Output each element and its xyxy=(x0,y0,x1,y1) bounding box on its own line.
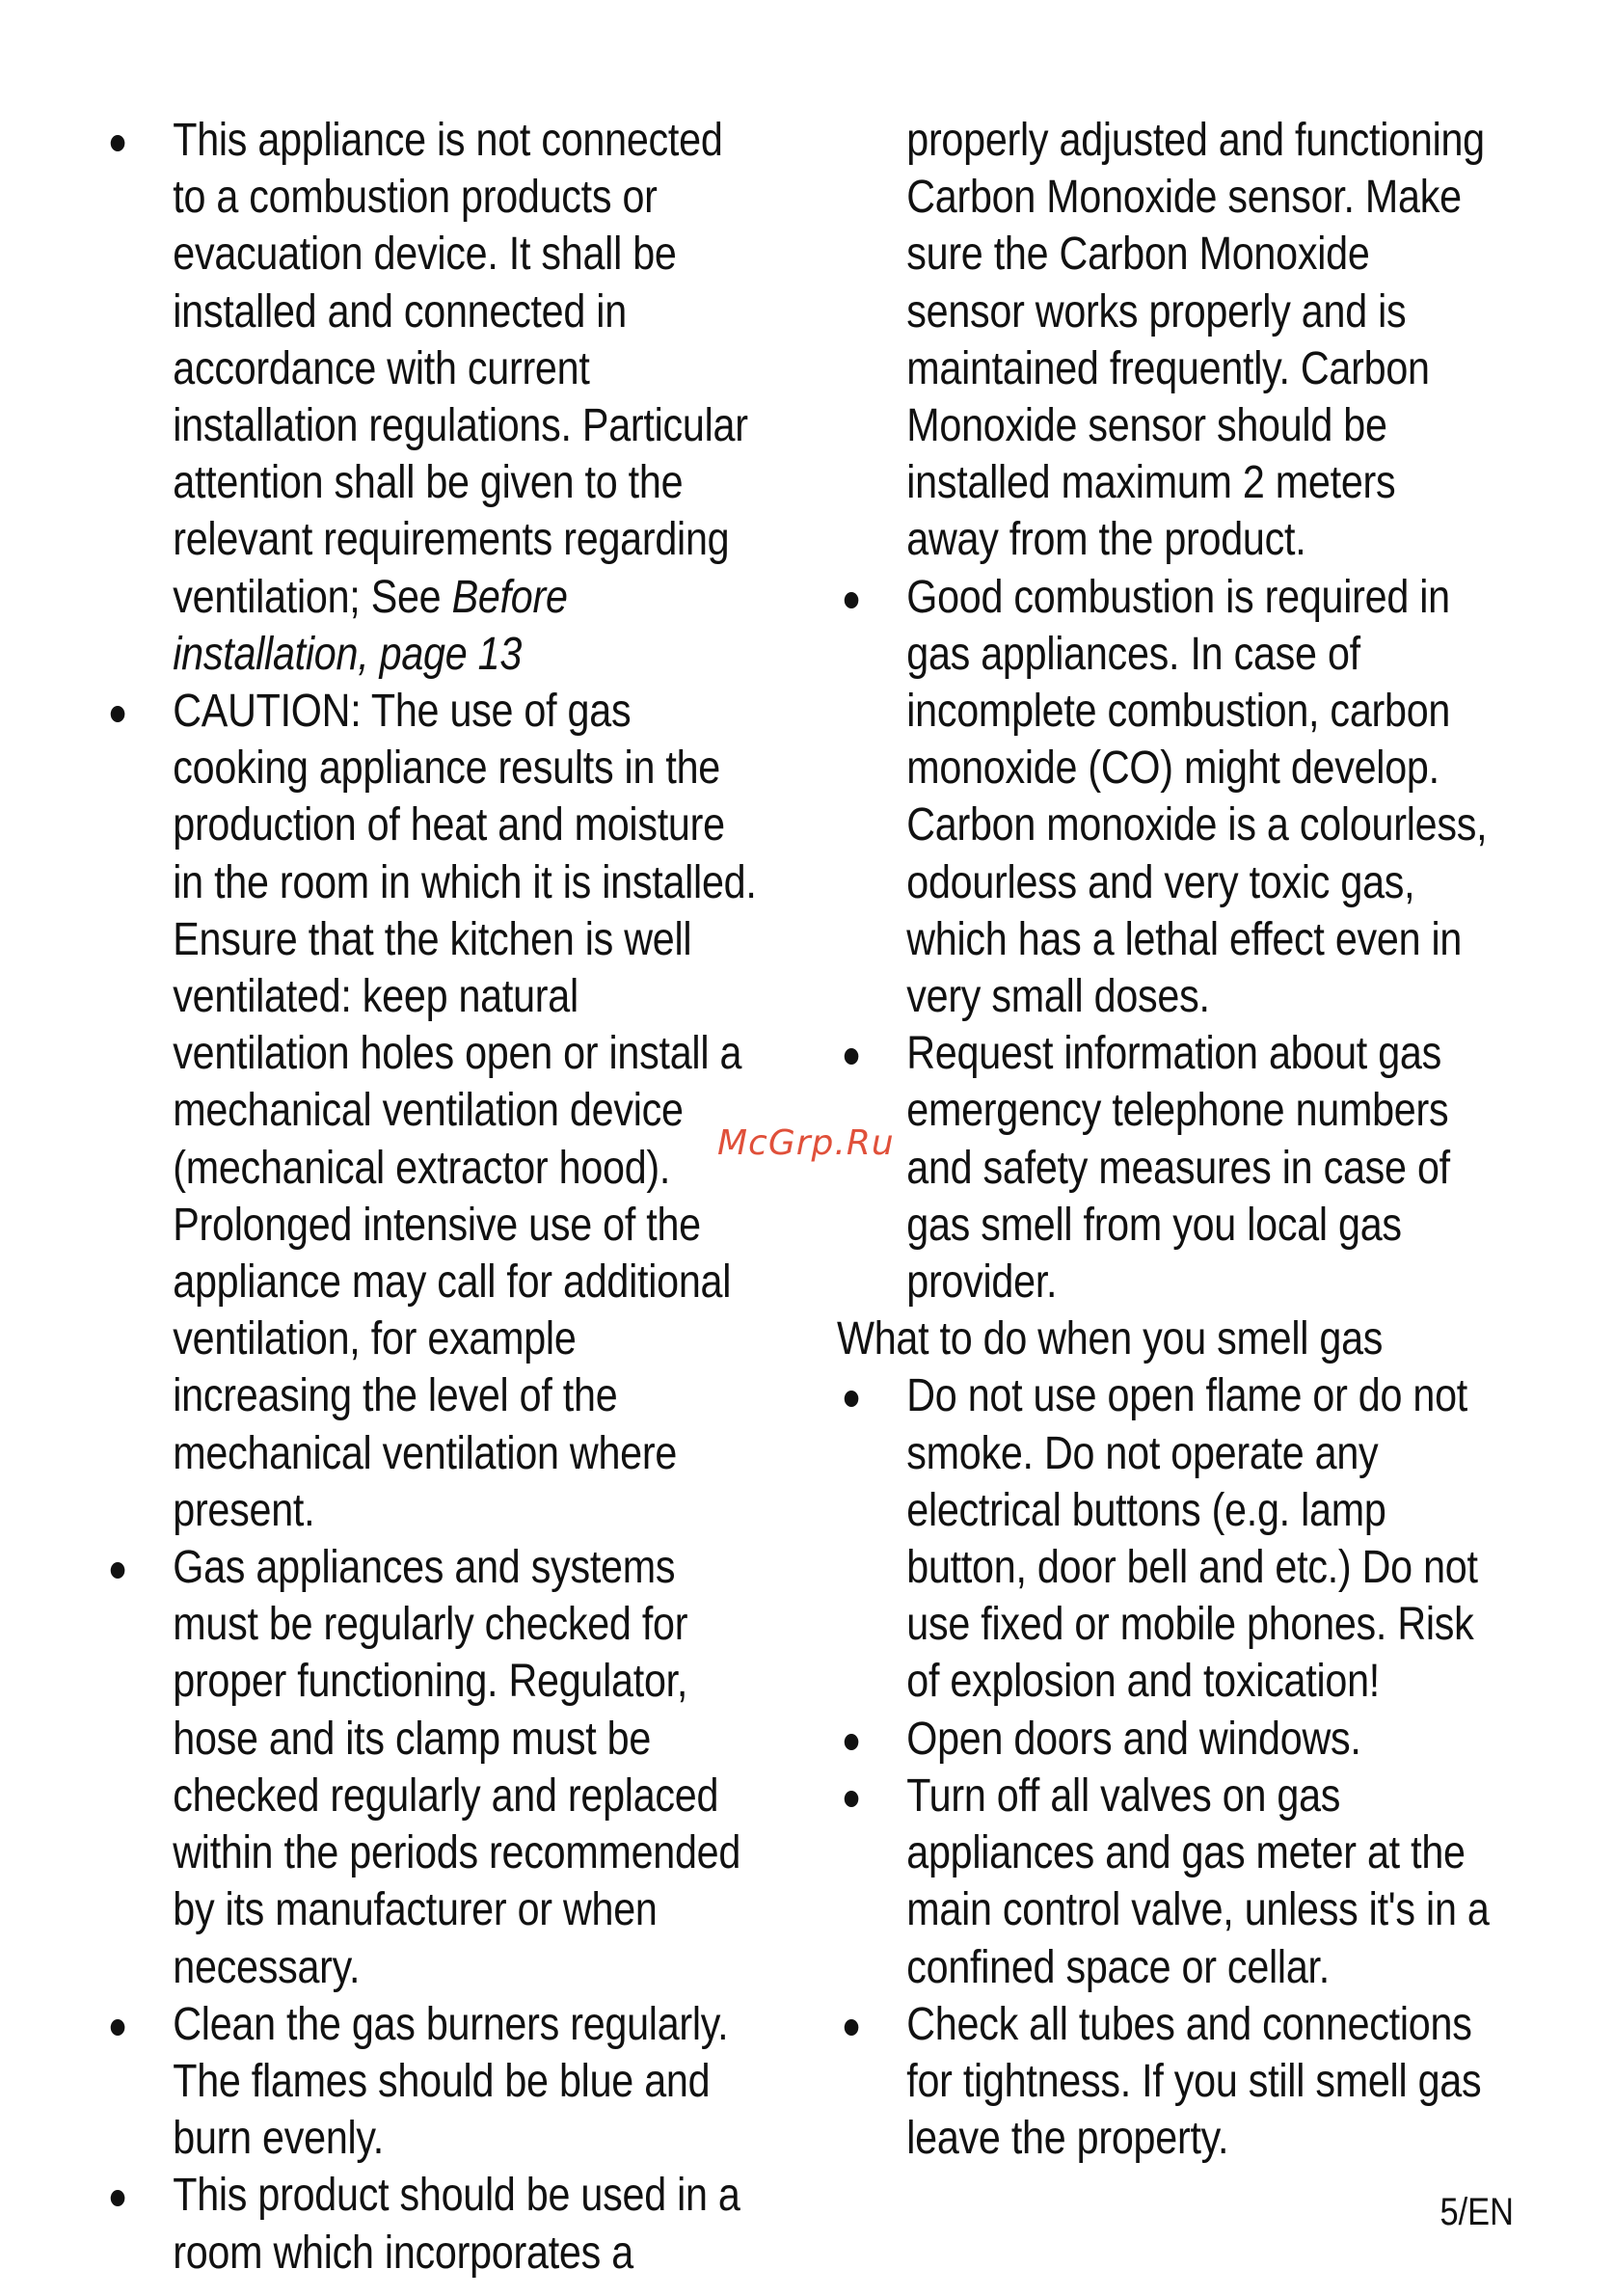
list-item xyxy=(837,1768,1492,1996)
list-item-text: Request information about gas emergency telephone numbers and safety measures in case of gas smell from you local gas provider. xyxy=(906,1028,1450,1309)
page-number: 5/EN xyxy=(1439,2191,1514,2233)
list-item xyxy=(837,1025,1492,1310)
list-item xyxy=(837,1367,1492,1710)
list-item xyxy=(837,1711,1492,1768)
list-item-text: This product should be used in a room which incorporates a xyxy=(173,2170,740,2279)
list-item-text: Good combustion is required in gas appliances. In case of incomplete combustion, carbon monoxide (CO) might develop. Carbon monoxide is a colourless, odourless and very toxic gas, which has a lethal effect even in very small doses. xyxy=(906,571,1488,1023)
list-item xyxy=(837,1996,1492,2168)
list-item-text: Turn off all valves on gas appliances and gas meter at the main control valve, unless it's in a confined space or cellar. xyxy=(906,1769,1490,1993)
list-item-text: Check all tubes and connections for tightness. If you still smell gas leave the property. xyxy=(906,1998,1482,2165)
watermark: McGrp.Ru xyxy=(717,1123,895,1163)
continued-paragraph: properly adjusted and functioning Carbon Monoxide sensor. Make sure the Carbon Monoxide sensor works properly and is maintained frequently. Carbon Monoxide sensor should be installed maximum 2 meters away from the product. xyxy=(906,115,1485,566)
left-bullet-list xyxy=(103,112,758,2282)
list-item-text: This appliance is not connected to a combustion products or evacuation device. It shall be installed and connected in accordance with current installation regulations. Particular attention shall be given to the relevant requirements regarding ventilation; See xyxy=(173,115,748,623)
list-item xyxy=(103,1996,758,2168)
gas-smell-list xyxy=(837,1367,1492,2167)
list-item-text: Gas appliances and systems must be regularly checked for proper functioning. Regulator, hose and its clamp must be checked regularly and replaced within the periods recommended by its manufacturer or when necessary. xyxy=(173,1542,741,1993)
list-item-text: Do not use open flame or do not smoke. Do not operate any electrical buttons (e.g. lamp button, door bell and etc.) Do not use fixed or mobile phones. Risk of explosion and toxication! xyxy=(906,1370,1478,1708)
right-column xyxy=(837,112,1492,2167)
cross-reference-link: Before installation, page 13 xyxy=(173,571,568,680)
list-item xyxy=(103,1539,758,1996)
section-heading: What to do when you smell gas xyxy=(837,1313,1384,1365)
list-item xyxy=(103,112,758,683)
left-column xyxy=(103,112,758,2282)
list-item xyxy=(103,683,758,1539)
right-bullet-list xyxy=(837,569,1492,1311)
list-item-text: Clean the gas burners regularly. The flames should be blue and burn evenly. xyxy=(173,1998,729,2165)
list-item xyxy=(837,569,1492,1026)
list-item-text: Open doors and windows. xyxy=(906,1713,1361,1765)
list-item-text: CAUTION: The use of gas cooking appliance results in the production of heat and moisture in the room in which it is installed. Ensure that the kitchen is well ventilated: keep natural ventilation holes open or install a mechanical ventilation device (mechanical extractor hood). Prolonged intensive use of the appliance may call for additional ventilation, for example increasing the level of the mechanical ventilation where present. xyxy=(173,686,757,1536)
list-item xyxy=(103,2167,758,2281)
